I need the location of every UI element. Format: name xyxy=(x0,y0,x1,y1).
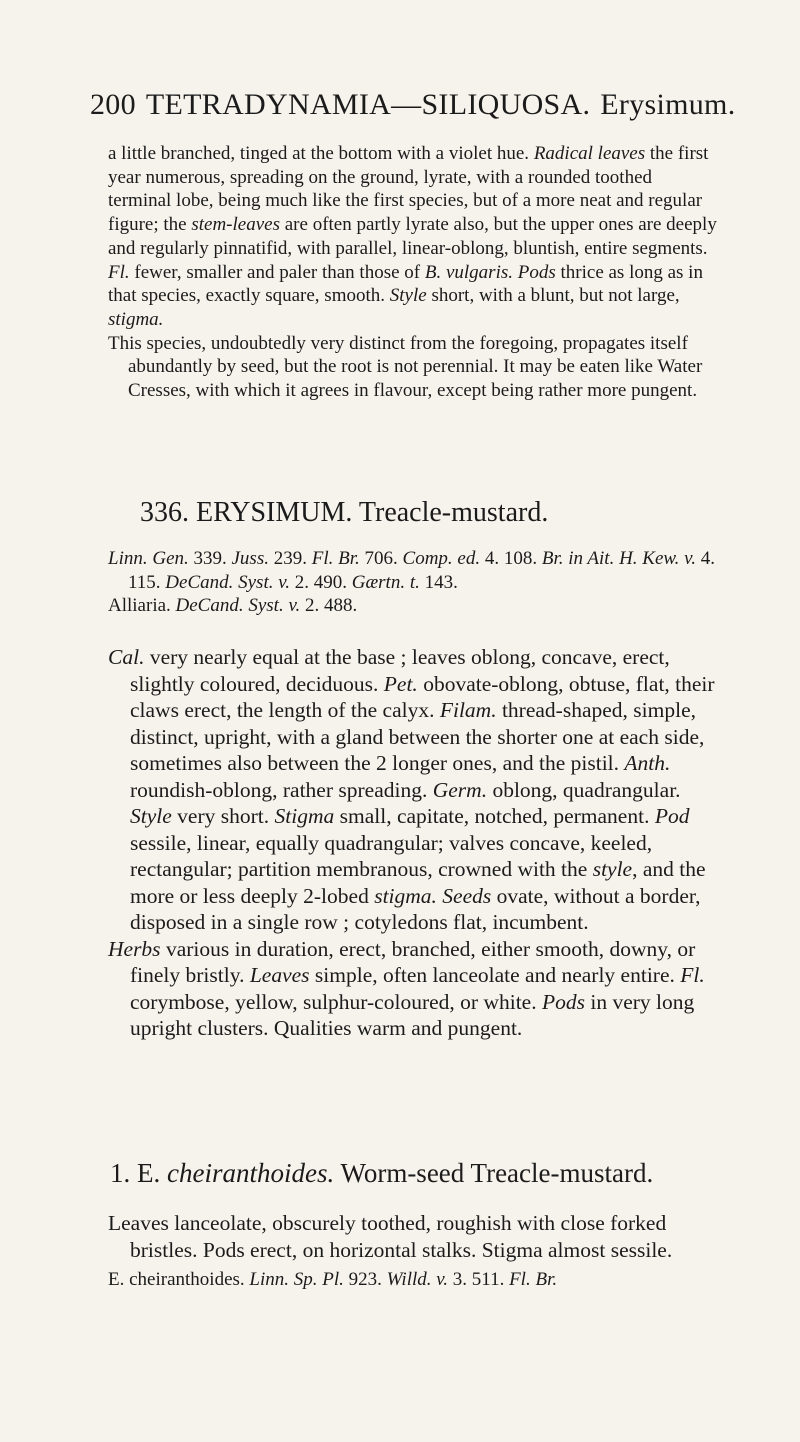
species-note: This species, undoubtedly very distinct from the foregoing, propagates itself abundantly by seed, but the root is not perennial. It may be eaten like Water Cresses, with which it agrees in flavour, except being rather more pungent. xyxy=(108,332,703,402)
species-genus-abbr: E. xyxy=(137,1158,161,1188)
species-common-name: Worm-seed Treacle-mustard. xyxy=(340,1158,654,1188)
species-description: Leaves lanceolate, obscurely toothed, roughish with close forked bristles. Pods erect, on horizontal stalks. Stigma almost sessile. xyxy=(108,1211,673,1262)
genus-number: 336. xyxy=(140,497,189,528)
running-title: TETRADYNAMIA—SILIQUOSA. xyxy=(145,88,591,121)
reference-list: Linn. Gen. 339. Juss. 239. Fl. Br. 706. Comp. ed. 4. 108. Br. in Ait. H. Kew. v. 4. 115. DeCand. Syst. v. 2. 490. Gærtn. t. 143. xyxy=(108,548,715,593)
species-entry xyxy=(108,1210,718,1292)
species-heading xyxy=(110,1158,750,1189)
description-paragraph: a little branched, tinged at the bottom with a violet hue. Radical leaves the first year numerous, spreading on the ground, lyrate, with a rounded toothed terminal lobe, being much like the first species, but of a more neat and regular figure; the stem-leaves are often partly lyrate also, but the upper ones are deeply and regularly pinnatifid, with parallel, linear-oblong, bluntish, entire segments. Fl. fewer, smaller and paler than those of B. vulgaris. Pods thrice as long as in that species, exactly square, smooth. Style short, with a blunt, but not large, stigma. xyxy=(108,143,717,330)
genus-name: ERYSIMUM. xyxy=(196,497,353,528)
header-left xyxy=(90,88,600,122)
character-paragraph: Cal. very nearly equal at the base ; leaves oblong, concave, erect, slightly coloured, deciduous. Pet. obovate-oblong, obtuse, flat, their claws erect, the length of the calyx. Filam. thread-shaped, simple, distinct, upright, with a gland between the shorter one at each side, sometimes also between the 2 longer ones, and the pistil. Anth. roundish-oblong, rather spreading. Germ. oblong, quadrangular. Style very short. Stigma small, capitate, notched, permanent. Pod sessile, linear, equally quadrangular; valves concave, keeled, rectangular; partition membranous, crowned with the style, and the more or less deeply 2-lobed stigma. Seeds ovate, without a border, disposed in a single row ; cotyledons flat, incumbent. xyxy=(108,645,715,934)
habit-paragraph: Herbs various in duration, erect, branched, either smooth, downy, or finely bristly. Leaves simple, often lanceolate and nearly entire. Fl. corymbose, yellow, sulphur-coloured, or white. Pods in very long upright clusters. Qualities warm and pungent. xyxy=(108,936,705,1040)
page-number: 200 xyxy=(90,88,136,121)
genus-heading xyxy=(140,497,740,529)
species-epithet: cheiranthoides. xyxy=(167,1158,335,1188)
species-number: 1. xyxy=(110,1158,131,1188)
generic-character xyxy=(108,644,718,1042)
alliaria-reference: Alliaria. DeCand. Syst. v. 2. 488. xyxy=(108,595,358,617)
genus-common-name: Treacle-mustard. xyxy=(358,497,549,528)
running-header xyxy=(90,88,736,122)
genus-references xyxy=(108,547,718,618)
species-reference: E. cheiranthoides. Linn. Sp. Pl. 923. Willd. v. 3. 511. Fl. Br. xyxy=(108,1269,558,1290)
header-genus: Erysimum. xyxy=(600,88,736,121)
continued-description xyxy=(108,142,718,403)
